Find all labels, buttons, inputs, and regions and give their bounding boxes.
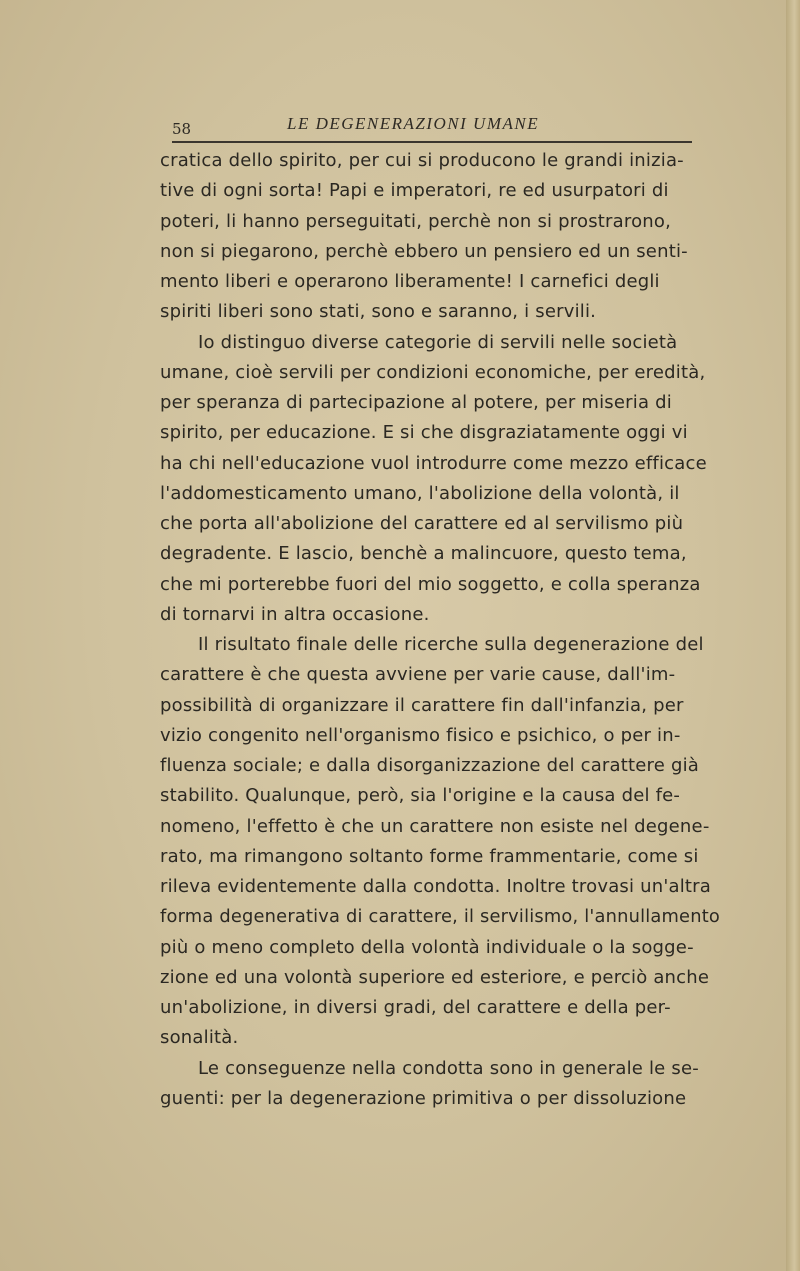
text-line: spiriti liberi sono stati, sono e saranno, i servili. — [160, 301, 597, 323]
page-header — [172, 112, 702, 142]
text-line: fluenza sociale; e dalla disorganizzazione del carattere già — [160, 755, 700, 776]
text-line: zione ed una volontà superiore ed esteriore, e perciò anche — [160, 966, 710, 988]
text-line: umane, cioè servili per condizioni economiche, per eredità, — [160, 361, 706, 383]
text-line: tive di ogni sorta! Papi e imperatori, re ed usurpatori di — [160, 180, 669, 202]
text-line: forma degenerativa di carattere, il servilismo, l'annullamento — [160, 906, 720, 928]
text-line: cratica dello spirito, per cui si producono le grandi inizia- — [160, 150, 684, 171]
text-line: rileva evidentemente dalla condotta. Inoltre trovasi un'altra — [160, 876, 712, 897]
text-line: non si piegarono, perchè ebbero un pensiero ed un senti- — [160, 240, 688, 262]
text-line: spirito, per educazione. E si che disgraziatamente oggi vi — [160, 422, 688, 444]
text-line: stabilito. Qualunque, però, sia l'origine e la causa del fe- — [160, 785, 681, 807]
text-line: un'abolizione, in diversi gradi, del carattere e della per- — [160, 997, 671, 1018]
text-line: mento liberi e operarono liberamente! I carnefici degli — [160, 271, 660, 292]
text-line: più o meno completo della volontà individuale o la sogge- — [160, 936, 694, 958]
text-line: carattere è che questa avviene per varie cause, dall'im- — [160, 664, 676, 686]
text-line: poteri, li hanno perseguitati, perchè non si prostrarono, — [160, 210, 672, 232]
text-line: rato, ma rimangono soltanto forme frammentarie, come si — [160, 845, 699, 867]
text-line: che mi porterebbe fuori del mio soggetto, e colla speranza — [160, 573, 701, 595]
page-number: 58 — [172, 120, 192, 138]
text-line: possibilità di organizzare il carattere fin dall'infanzia, per — [160, 694, 684, 716]
text-line: sonalità. — [160, 1027, 239, 1049]
text-line: che porta all'abolizione del carattere ed al servilismo più — [160, 513, 684, 534]
text-line: l'addomesticamento umano, l'abolizione della volontà, il — [160, 482, 680, 504]
text-line: vizio congenito nell'organismo fisico e psichico, o per in- — [160, 724, 681, 746]
header-rule — [172, 141, 692, 143]
text-line: ha chi nell'educazione vuol introdurre come mezzo efficace — [160, 452, 707, 474]
body-text — [160, 146, 720, 1114]
text-line: Io distinguo diverse categorie di servili nelle società — [198, 331, 678, 353]
text-line: di tornarvi in altra occasione. — [160, 603, 430, 625]
page-edge — [786, 0, 800, 1271]
text-line: guenti: per la degenerazione primitiva o per dissoluzione — [160, 1087, 687, 1109]
text-line: Il risultato finale delle ricerche sulla degenerazione del — [198, 634, 704, 655]
running-title: LE DEGENERAZIONI UMANE — [287, 114, 540, 133]
text-line: nomeno, l'effetto è che un carattere non esiste nel degene- — [160, 815, 710, 837]
text-line: Le conseguenze nella condotta sono in generale le se- — [198, 1057, 699, 1079]
text-line: degradente. E lascio, benchè a malincuore, questo tema, — [160, 543, 687, 565]
text-line: per speranza di partecipazione al potere, per miseria di — [160, 392, 672, 413]
